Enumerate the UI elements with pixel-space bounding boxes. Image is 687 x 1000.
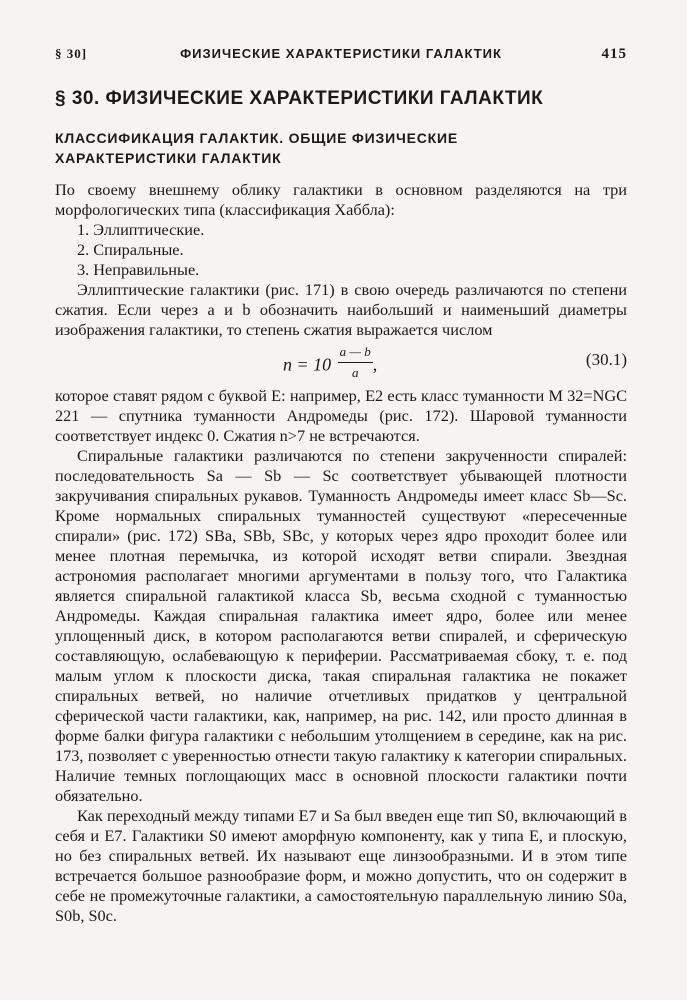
subsection-title (55, 128, 615, 168)
type-list-item: 2. Спиральные. (77, 240, 184, 259)
formula-numerator: a — b (338, 342, 373, 363)
formula-denominator: a (351, 365, 359, 380)
subsection-title-line-2: ХАРАКТЕРИСТИКИ ГАЛАКТИК (55, 150, 282, 166)
running-head (55, 46, 627, 68)
formula-lhs: n = 10 (283, 354, 332, 375)
elliptical-paragraph: Эллиптические галактики (рис. 171) в свою очередь различаются по степени сжатия. Если через a и b обозначить наибольший и наименьший диаметры изображения галактики, то степень сжатия выражается числом (55, 280, 627, 339)
after-formula-paragraph: которое ставят рядом с буквой E: например, E2 есть класс туманности M 32=NGC 221 — спутника туманности Андромеды (рис. 172). Шаровой туманности соответствует индекс 0. Сжатия n>7 не встречаются. (55, 386, 627, 445)
type-list-item: 3. Неправильные. (77, 260, 200, 279)
page-number: 415 (601, 46, 627, 62)
formula-exponent-fraction (338, 342, 373, 383)
formula-trailing-comma: , (372, 354, 378, 375)
spiral-paragraph: Спиральные галактики различаются по степени закрученности спиралей: последовательность Sa — Sb — Sc соответствует убывающей плотности закручивания спиральных рукавов. Туманность Андромеды имеет класс Sb—Sc. Кроме нормальных спиральных туманностей существуют «пересеченные спирали» (рис. 172) SBa, SBb, SBc, у которых через ядро проходит более или менее плотная перемычка, из которой исходят ветви спирали. Звездная астрономия располагает многими аргументами в пользу того, что Галактика является спиральной галактикой класса Sb, весьма сходной с туманностью Андромеды. Каждая спиральная галактика имеет ядро, более или менее уплощенный диск, в котором располагаются ветви спиралей, и сферическую составляющую, ослабевающую к периферии. Рассматриваемая сбоку, т. е. под малым углом к плоскости диска, такая спиральная галактика не покажет спиральных ветвей, но наличие отчетливых придатков у центральной сферической части галактики, как, например, на рис. 142, или просто длинная в форме балки фигура галактики с небольшим утолщением в середине, как на рис. 173, позволяет с уверенностью отнести такую галактику к категории спиральных. Наличие темных поглощающих масс в основной плоскости галактики почти обязательно. (55, 446, 627, 805)
formula-30-1 (55, 340, 627, 386)
running-head-title: ФИЗИЧЕСКИЕ ХАРАКТЕРИСТИКИ ГАЛАКТИК (180, 46, 502, 61)
type-list-item: 1. Эллиптические. (77, 220, 205, 239)
formula-expression (283, 346, 377, 387)
section-title: § 30. ФИЗИЧЕСКИЕ ХАРАКТЕРИСТИКИ ГАЛАКТИК (55, 88, 544, 109)
s0-paragraph: Как переходный между типами E7 и Sa был введен еще тип S0, включающий в себя и E7. Галактики S0 имеют аморфную компоненту, как у типа E, и плоскую, но без спиральных ветвей. Их называют еще линзообразными. И в этом типе встречается большое разнообразие форм, и можно допустить, что он содержит в себе не промежуточные галактики, а самостоятельную параллельную линию S0a, S0b, S0c. (55, 806, 627, 925)
running-head-section: § 30] (55, 46, 88, 61)
intro-paragraph: По своему внешнему облику галактики в основном разделяются на три морфологических типа (классификация Хаббла): (55, 180, 627, 219)
formula-number: (30.1) (585, 350, 627, 369)
body-text (55, 180, 627, 926)
subsection-title-line-1: КЛАССИФИКАЦИЯ ГАЛАКТИК. ОБЩИЕ ФИЗИЧЕСКИЕ (55, 130, 459, 146)
